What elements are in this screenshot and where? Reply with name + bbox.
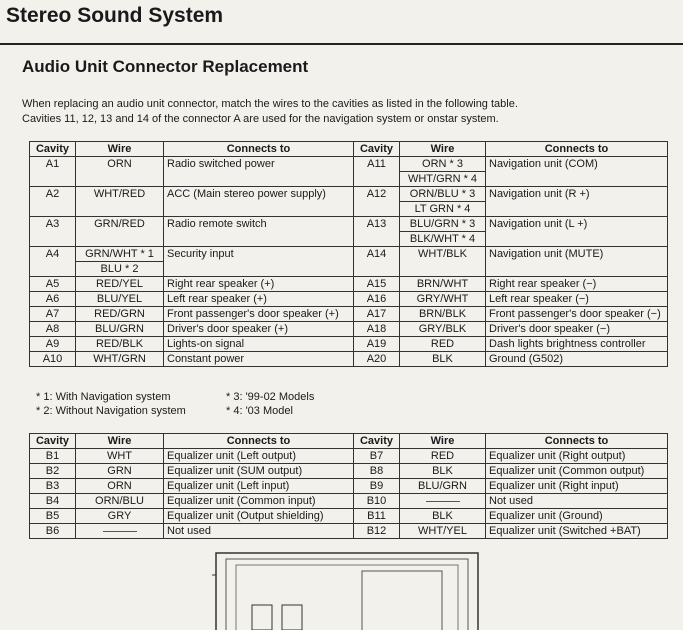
page-title: Stereo Sound System — [6, 4, 224, 27]
table-header-row — [30, 142, 668, 157]
table-row — [30, 337, 668, 352]
cavity-id: A20 — [354, 352, 400, 367]
table-row — [30, 247, 668, 277]
wire-color — [76, 337, 164, 352]
wire-header: Wire — [400, 434, 486, 449]
wire-color-value: RED/YEL — [95, 278, 144, 290]
table-row — [30, 187, 668, 217]
wire-color: BLK — [400, 464, 486, 479]
connects-to: Navigation unit (L +) — [486, 217, 668, 247]
cavity-id: B2 — [30, 464, 76, 479]
table-row — [30, 509, 668, 524]
cavity-id: A17 — [354, 307, 400, 322]
table-row — [30, 292, 668, 307]
connects-to: Equalizer unit (Output shielding) — [164, 509, 354, 524]
connector-diagram — [212, 545, 482, 630]
cavity-id: A13 — [354, 217, 400, 247]
cavity-id: A4 — [30, 247, 76, 277]
cavity-id: A10 — [30, 352, 76, 367]
table-header-row — [30, 434, 668, 449]
cavity-id: A6 — [30, 292, 76, 307]
wire-color: ORN — [76, 479, 164, 494]
wire-color — [76, 277, 164, 292]
cavity-id: A2 — [30, 187, 76, 217]
connects-to: Equalizer unit (Ground) — [486, 509, 668, 524]
cavity-header: Cavity — [354, 142, 400, 157]
wire-color — [400, 217, 486, 247]
wire-color — [400, 187, 486, 217]
wire-color-value: BLK — [432, 353, 453, 365]
wire-color-value: LT GRN * 4 — [400, 201, 485, 216]
connects-to: Equalizer unit (Left input) — [164, 479, 354, 494]
cavity-id: B12 — [354, 524, 400, 539]
wire-color-value: BRN/BLK — [418, 308, 467, 320]
connects-to: Driver's door speaker (+) — [164, 322, 354, 337]
connects-to: Equalizer unit (Common input) — [164, 494, 354, 509]
cavity-header: Cavity — [30, 142, 76, 157]
connects-to: Equalizer unit (Right input) — [486, 479, 668, 494]
wire-header: Wire — [76, 434, 164, 449]
footnote: * 1: With Navigation system — [36, 391, 171, 403]
cavity-id: B11 — [354, 509, 400, 524]
table-row — [30, 277, 668, 292]
cavity-id: A9 — [30, 337, 76, 352]
table-row — [30, 524, 668, 539]
wire-header: Wire — [76, 142, 164, 157]
section-title: Audio Unit Connector Replacement — [22, 57, 309, 76]
cavity-id: A7 — [30, 307, 76, 322]
wire-color-value: BLU/GRN * 3 — [409, 218, 476, 230]
wire-color — [400, 337, 486, 352]
table-row — [30, 352, 668, 367]
cavity-id: B4 — [30, 494, 76, 509]
wire-color: BLU/GRN — [400, 479, 486, 494]
wire-color — [76, 187, 164, 217]
cavity-id: B10 — [354, 494, 400, 509]
table-row — [30, 449, 668, 464]
wire-color: BLK — [400, 509, 486, 524]
cavity-id: B7 — [354, 449, 400, 464]
footnote: * 3: '99-02 Models — [226, 391, 315, 403]
cavity-id: B9 — [354, 479, 400, 494]
connects-to: Equalizer unit (Right output) — [486, 449, 668, 464]
cavity-id: B6 — [30, 524, 76, 539]
wire-color-value: BLU * 2 — [76, 261, 163, 276]
wire-color: RED — [400, 449, 486, 464]
cavity-id: A15 — [354, 277, 400, 292]
footnote: * 2: Without Navigation system — [36, 405, 186, 417]
cavity-id: A14 — [354, 247, 400, 277]
cavity-header: Cavity — [30, 434, 76, 449]
wire-color — [76, 307, 164, 322]
connects-to: Left rear speaker (−) — [486, 292, 668, 307]
cavity-id: A18 — [354, 322, 400, 337]
connects-to: Front passenger's door speaker (−) — [486, 307, 668, 322]
wire-color-value: RED/BLK — [95, 338, 144, 350]
cavity-id: A12 — [354, 187, 400, 217]
wire-color — [76, 217, 164, 247]
intro-line: Cavities 11, 12, 13 and 14 of the connector A are used for the navigation system or onstar system. — [22, 113, 499, 125]
cavity-id: A11 — [354, 157, 400, 187]
wire-color-value: WHT/GRN * 4 — [400, 171, 485, 186]
connects-to: Equalizer unit (Common output) — [486, 464, 668, 479]
connects-to: Lights-on signal — [164, 337, 354, 352]
cavity-id: B8 — [354, 464, 400, 479]
cavity-id: A8 — [30, 322, 76, 337]
connects-to: Not used — [486, 494, 668, 509]
wire-color — [76, 292, 164, 307]
wire-color — [400, 494, 486, 509]
wire-color-value: BLK/WHT * 4 — [400, 231, 485, 246]
wire-color-value: RED/GRN — [94, 308, 145, 320]
connector-b-table — [29, 433, 668, 539]
table-row — [30, 307, 668, 322]
connects-to: Security input — [164, 247, 354, 277]
wire-color — [400, 352, 486, 367]
connects-to: Equalizer unit (Switched +BAT) — [486, 524, 668, 539]
wire-color-value: WHT/BLK — [418, 248, 467, 260]
connects-header: Connects to — [164, 142, 354, 157]
table-row — [30, 217, 668, 247]
wire-color-value: ORN — [107, 158, 132, 170]
table-row — [30, 479, 668, 494]
table-row — [30, 157, 668, 187]
wire-color: WHT/YEL — [400, 524, 486, 539]
cavity-id: B5 — [30, 509, 76, 524]
connects-to: Not used — [164, 524, 354, 539]
connects-to: Navigation unit (R +) — [486, 187, 668, 217]
cavity-id: B3 — [30, 479, 76, 494]
connects-to: ACC (Main stereo power supply) — [164, 187, 354, 217]
wire-color: ORN/BLU — [76, 494, 164, 509]
connector-a-table — [29, 141, 668, 367]
connects-to: Front passenger's door speaker (+) — [164, 307, 354, 322]
wire-color-value: ORN * 3 — [422, 158, 463, 170]
connects-header: Connects to — [164, 434, 354, 449]
wire-color-value: ORN/BLU * 3 — [409, 188, 476, 200]
connects-to: Radio remote switch — [164, 217, 354, 247]
wire-color — [400, 322, 486, 337]
connects-to: Navigation unit (COM) — [486, 157, 668, 187]
wire-color-value: GRY/BLK — [418, 323, 467, 335]
table-row — [30, 494, 668, 509]
footnote: * 4: '03 Model — [226, 405, 293, 417]
wire-color — [76, 524, 164, 539]
wire-color: WHT — [76, 449, 164, 464]
wire-color-value: WHT/RED — [93, 188, 146, 200]
wire-color — [400, 247, 486, 277]
wire-color — [76, 157, 164, 187]
connects-to: Equalizer unit (Left output) — [164, 449, 354, 464]
connects-to: Constant power — [164, 352, 354, 367]
wire-color-value: BRN/WHT — [416, 278, 469, 290]
wire-color — [400, 157, 486, 187]
footnotes — [36, 390, 314, 418]
wire-color — [76, 322, 164, 337]
intro-text — [22, 97, 672, 127]
cavity-id: B1 — [30, 449, 76, 464]
connects-to: Driver's door speaker (−) — [486, 322, 668, 337]
wire-color-value: RED — [430, 338, 455, 350]
title-rule — [0, 43, 683, 45]
cavity-id: A1 — [30, 157, 76, 187]
cavity-id: A5 — [30, 277, 76, 292]
wire-color-value: WHT/GRN — [93, 353, 146, 365]
wire-color — [76, 352, 164, 367]
connects-to: Equalizer unit (SUM output) — [164, 464, 354, 479]
no-wire-dash — [426, 501, 460, 502]
cavity-header: Cavity — [354, 434, 400, 449]
cavity-id: A19 — [354, 337, 400, 352]
cavity-id: A16 — [354, 292, 400, 307]
wire-color-value: BLU/GRN — [95, 323, 144, 335]
connects-to: Radio switched power — [164, 157, 354, 187]
connects-to: Right rear speaker (−) — [486, 277, 668, 292]
wire-color: GRY — [76, 509, 164, 524]
wire-color — [76, 247, 164, 277]
intro-line: When replacing an audio unit connector, match the wires to the cavities as listed in the following table. — [22, 98, 518, 110]
connects-header: Connects to — [486, 142, 668, 157]
wire-color-value: GRY/WHT — [416, 293, 469, 305]
table-row — [30, 464, 668, 479]
wire-color: GRN — [76, 464, 164, 479]
connects-header: Connects to — [486, 434, 668, 449]
connects-to: Dash lights brightness controller — [486, 337, 668, 352]
wire-color — [400, 277, 486, 292]
wire-color-value: GRN/WHT * 1 — [85, 248, 154, 260]
wire-header: Wire — [400, 142, 486, 157]
connects-to: Left rear speaker (+) — [164, 292, 354, 307]
connects-to: Ground (G502) — [486, 352, 668, 367]
table-row — [30, 322, 668, 337]
wire-color — [400, 307, 486, 322]
connects-to: Right rear speaker (+) — [164, 277, 354, 292]
connects-to: Navigation unit (MUTE) — [486, 247, 668, 277]
wire-color-value: BLU/YEL — [96, 293, 143, 305]
wire-color-value: GRN/RED — [94, 218, 145, 230]
no-wire-dash — [103, 531, 137, 532]
wire-color — [400, 292, 486, 307]
cavity-id: A3 — [30, 217, 76, 247]
